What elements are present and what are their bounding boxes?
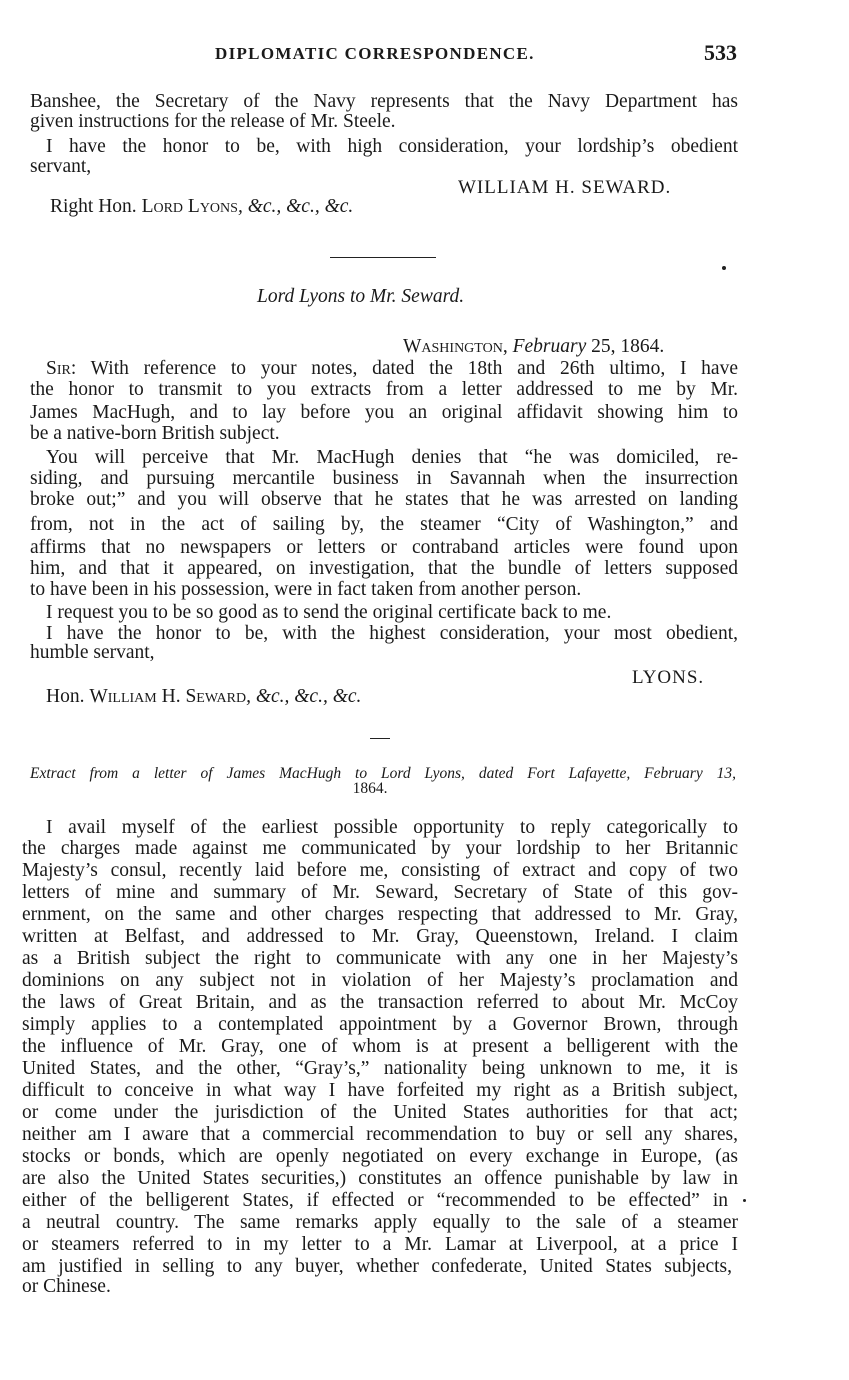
- text-line: the charges made against me communicated by your lordship to her Britannic: [22, 838, 738, 859]
- dateline: [403, 337, 664, 357]
- text-line: are also the United States securities,) constitutes an offence punishable by law in: [22, 1168, 738, 1189]
- addressee-suffix: , &c., &c., &c.: [237, 196, 354, 217]
- ink-speck: [722, 266, 726, 270]
- text-line: am justified in selling to any buyer, whether confederate, United States subjects,: [22, 1256, 732, 1277]
- text-line: or come under the jurisdiction of the United States authorities for that act;: [22, 1102, 738, 1123]
- text-line: stocks or bonds, which are openly negotiated on every exchange in Europe, (as: [22, 1146, 738, 1167]
- text-line: [46, 359, 738, 379]
- page-number: 533: [704, 40, 737, 65]
- text-line: simply applies to a contemplated appointment by a Governor Brown, through: [22, 1014, 738, 1035]
- short-divider: [370, 738, 390, 739]
- text-line: I have the honor to be, with high consideration, your lordship’s obedient: [46, 136, 738, 157]
- text-line: humble servant,: [30, 642, 155, 663]
- text-line: siding, and pursuing mercantile business in Savannah when the insurrection: [30, 468, 738, 489]
- addressee-lyons: [50, 197, 353, 217]
- dateline-place: Washington: [403, 336, 503, 357]
- text-line: dominions on any subject not in violation of her Majesty’s proclamation and: [22, 970, 738, 991]
- header-title: DIPLOMATIC CORRESPONDENCE.: [215, 44, 535, 63]
- signature-seward: WILLIAM H. SEWARD.: [458, 177, 672, 198]
- text-line: difficult to conceive in what way I have forfeited my right as a British subject,: [22, 1080, 738, 1101]
- text-line: from, not in the act of sailing by, the steamer “City of Washington,” and: [30, 514, 738, 535]
- text-line: be a native-born British subject.: [30, 423, 280, 444]
- text-line: Banshee, the Secretary of the Navy represents that the Navy Department has: [30, 91, 738, 112]
- text-line: United States, and the other, “Gray’s,” nationality being unknown to me, it is: [22, 1058, 738, 1079]
- text-line: letters of mine and summary of Mr. Seward, Secretary of State of this gov-: [22, 882, 738, 903]
- salutation-text: : With reference to your notes, dated the 18th and 26th ultimo, I have: [70, 358, 738, 379]
- text-line: I avail myself of the earliest possible opportunity to reply categorically to: [46, 817, 738, 838]
- text-line: as a British subject the right to communicate with any one in her Majesty’s: [22, 948, 738, 969]
- extract-caption: Extract from a letter of James MacHugh to Lord Lyons, dated Fort Lafayette, February 13,: [30, 765, 736, 782]
- ink-speck: [743, 1199, 746, 1202]
- text-line: affirms that no newspapers or letters or contraband articles were found upon: [30, 537, 738, 558]
- text-line: neither am I aware that a commercial recommendation to buy or sell any shares,: [22, 1124, 738, 1145]
- text-line: written at Belfast, and addressed to Mr. Gray, Queenstown, Ireland. I claim: [22, 926, 738, 947]
- extract-caption-year: 1864.: [352, 780, 388, 797]
- signature-lyons: LYONS.: [632, 667, 705, 688]
- dateline-comma: ,: [502, 336, 513, 357]
- addressee-name: William H. Seward: [89, 686, 247, 707]
- text-line: to have been in his possession, were in fact taken from another person.: [30, 579, 582, 600]
- text-line: Majesty’s consul, recently laid before me, consisting of extract and copy of two: [22, 860, 738, 881]
- addressee-suffix: , &c., &c., &c.: [246, 686, 362, 707]
- text-line: You will perceive that Mr. MacHugh denies that “he was domiciled, re-: [46, 447, 738, 468]
- addressee-seward: [46, 687, 361, 707]
- text-line: either of the belligerent States, if effected or “recommended to be effected” in: [22, 1190, 728, 1211]
- section-divider: [330, 257, 436, 258]
- dateline-rest: 25, 1864.: [586, 336, 665, 357]
- text-line: given instructions for the release of Mr. Steele.: [30, 111, 396, 132]
- text-line: servant,: [30, 156, 92, 177]
- text-line: the laws of Great Britain, and as the transaction referred to about Mr. McCoy: [22, 992, 738, 1013]
- addressee-prefix: Hon.: [46, 686, 90, 707]
- text-line: or steamers referred to in my letter to a Mr. Lamar at Liverpool, at a price I: [22, 1234, 738, 1255]
- addressee-name: Lord Lyons: [141, 196, 238, 217]
- text-line: James MacHugh, and to lay before you an original affidavit showing him to: [30, 402, 738, 423]
- text-line: ernment, on the same and other charges respecting that addressed to Mr. Gray,: [22, 904, 738, 925]
- text-line: the influence of Mr. Gray, one of whom is at present a belligerent with the: [22, 1036, 738, 1057]
- running-header: [0, 40, 849, 70]
- letter-heading: Lord Lyons to Mr. Seward.: [257, 286, 465, 307]
- text-line: or Chinese.: [22, 1276, 111, 1297]
- salutation: Sir: [46, 358, 71, 379]
- text-line: a neutral country. The same remarks apply equally to the sale of a steamer: [22, 1212, 738, 1233]
- text-line: broke out;” and you will observe that he states that he was arrested on landing: [30, 489, 738, 510]
- text-line: the honor to transmit to you extracts from a letter addressed to me by Mr.: [30, 379, 738, 400]
- addressee-prefix: Right Hon.: [50, 196, 142, 217]
- text-line: I request you to be so good as to send the original certificate back to me.: [46, 602, 612, 623]
- text-line: I have the honor to be, with the highest consideration, your most obedient,: [46, 623, 738, 644]
- dateline-month: February: [512, 336, 587, 357]
- text-line: him, and that it appeared, on investigation, that the bundle of letters supposed: [30, 558, 738, 579]
